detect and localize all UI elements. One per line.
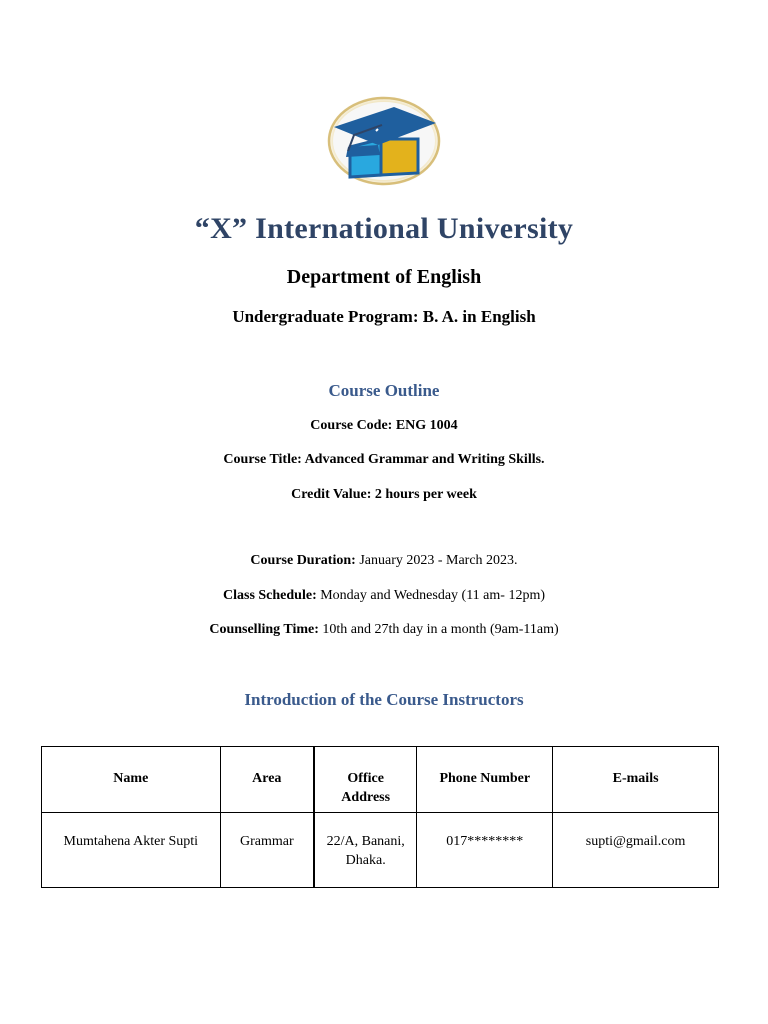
- column-header-emails: E-mails: [553, 747, 719, 813]
- cell-instructor-name: Mumtahena Akter Supti: [42, 813, 221, 888]
- table-header-row: [42, 747, 719, 813]
- column-header-name: Name: [42, 747, 221, 813]
- counselling-time-label: Counselling Time:: [209, 622, 319, 637]
- instructors-heading: Introduction of the Course Instructors: [244, 690, 524, 709]
- instructors-table: [41, 746, 719, 888]
- course-title: Course Title: Advanced Grammar and Writing Skills.: [223, 452, 545, 467]
- course-outline-heading: Course Outline: [328, 381, 440, 400]
- counselling-time: [0, 622, 768, 638]
- class-schedule-label: Class Schedule:: [223, 588, 317, 603]
- graduation-cap-logo-icon: [326, 95, 442, 187]
- table-row: [42, 813, 719, 888]
- column-header-office-address: Office Address: [314, 747, 417, 813]
- class-schedule-value: Monday and Wednesday (11 am- 12pm): [316, 588, 545, 603]
- course-duration: [0, 553, 768, 569]
- counselling-time-value: 10th and 27th day in a month (9am-11am): [318, 622, 559, 637]
- department-name: Department of English: [286, 266, 482, 288]
- credit-value: Credit Value: 2 hours per week: [291, 487, 477, 502]
- column-header-area: Area: [220, 747, 314, 813]
- cell-instructor-phone: 017********: [417, 813, 553, 888]
- cell-instructor-email: supti@gmail.com: [553, 813, 719, 888]
- course-duration-label: Course Duration:: [250, 553, 356, 568]
- course-code: Course Code: ENG 1004: [310, 418, 458, 433]
- university-title: “X” International University: [194, 212, 574, 245]
- program-name: Undergraduate Program: B. A. in English: [232, 307, 536, 326]
- column-header-phone-number: Phone Number: [417, 747, 553, 813]
- cell-instructor-area: Grammar: [220, 813, 314, 888]
- class-schedule: [0, 588, 768, 604]
- course-duration-value: January 2023 - March 2023.: [355, 553, 518, 568]
- cell-instructor-office: 22/A, Banani, Dhaka.: [314, 813, 417, 888]
